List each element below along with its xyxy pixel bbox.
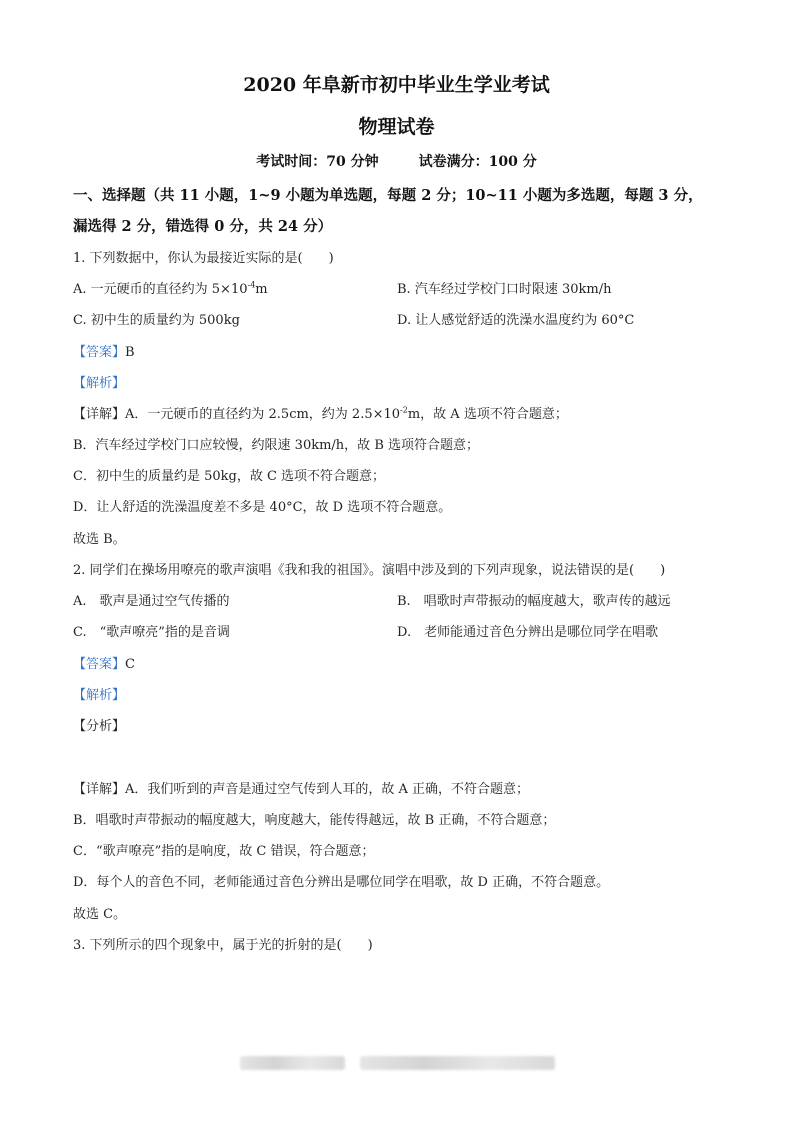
exam-subtitle: 物理试卷 [358,116,435,138]
q1-answer [73,341,135,360]
q1-detail-d: D．让人舒适的洗澡温度差不多是 40°C，故 D 选项不符合题意。 [73,500,452,515]
q2-answer-tag: 【答案】 [73,657,126,672]
q3-stem: 3. 下列所示的四个现象中，属于光的折射的是( ) [73,938,373,953]
exam-score: 试卷满分：100 分 [418,154,537,170]
q1-option-a-exp: -4 [247,280,256,290]
q1-option-a [73,278,268,297]
q2-answer [73,653,135,672]
q1-option-a-text: A. 一元硬币的直径约为 5×10 [73,282,248,297]
q2-conclusion: 故选 C。 [73,907,127,922]
section-heading-line2: 漏选得 2 分，错选得 0 分，共 24 分） [73,218,333,235]
q1-option-b: B. 汽车经过学校门口时限速 30km/h [397,282,612,297]
q1-option-c: C. 初中生的质量约为 500kg [73,313,240,328]
q1-detail-a [73,403,568,422]
q1-detail-a-tail: m，故 A 选项不符合题意； [407,407,568,422]
q2-analyze-tag: 【分析】 [73,719,126,734]
q1-detail-a-text: 【详解】A．一元硬币的直径约为 2.5cm，约为 2.5×10 [73,407,401,422]
q1-answer-tag: 【答案】 [73,345,126,360]
q2-detail-d: D．每个人的音色不同，老师能通过音色分辨出是哪位同学在唱歌，故 D 正确，不符合题意。 [73,875,610,890]
q1-conclusion: 故选 B。 [73,532,126,547]
exam-info [0,151,793,171]
q1-answer-value: B [125,345,135,360]
footer-watermark-left [240,1056,345,1070]
q2-detail-c: C．“歌声嘹亮”指的是响度，故 C 错误，符合题意； [73,844,375,859]
q2-option-b: B. 唱歌时声带振动的幅度越大，歌声传的越远 [397,594,671,609]
q1-detail-a-exp: -2 [400,405,408,415]
exam-title: 2020 年阜新市初中毕业生学业考试 [243,74,550,96]
q1-option-d: D. 让人感觉舒适的洗澡水温度约为 60°C [397,313,635,328]
q1-detail-b: B．汽车经过学校门口应较慢，约限速 30km/h，故 B 选项符合题意； [73,438,480,453]
q2-detail-b: B．唱歌时声带振动的幅度越大，响度越大，能传得越远，故 B 正确，不符合题意； [73,813,556,828]
footer-watermark-right [360,1056,555,1070]
q2-option-a: A. 歌声是通过空气传播的 [73,594,230,609]
q1-stem: 1. 下列数据中，你认为最接近实际的是( ) [73,251,334,266]
q2-option-d: D. 老师能通过音色分辨出是哪位同学在唱歌 [397,625,659,640]
q1-detail-c: C．初中生的质量约是 50kg，故 C 选项不符合题意； [73,469,386,484]
q2-answer-value: C [125,657,135,672]
q1-option-a-unit: m [255,282,268,297]
q2-analysis-tag: 【解析】 [73,688,126,703]
exam-time: 考试时间：70 分钟 [256,154,379,170]
section-heading-line1: 一、选择题（共 11 小题，1~9 小题为单选题，每题 2 分；10~11 小题为多选题，每题 3 分， [73,187,703,204]
q1-analysis-tag: 【解析】 [73,376,126,391]
q2-detail-a: 【详解】A．我们听到的声音是通过空气传到人耳的，故 A 正确，不符合题意； [73,782,530,797]
q2-option-c: C. “歌声嘹亮”指的是音调 [73,625,230,640]
q2-stem: 2. 同学们在操场用嘹亮的歌声演唱《我和我的祖国》。演唱中涉及到的下列声现象，说法错误的是( ) [73,563,666,578]
